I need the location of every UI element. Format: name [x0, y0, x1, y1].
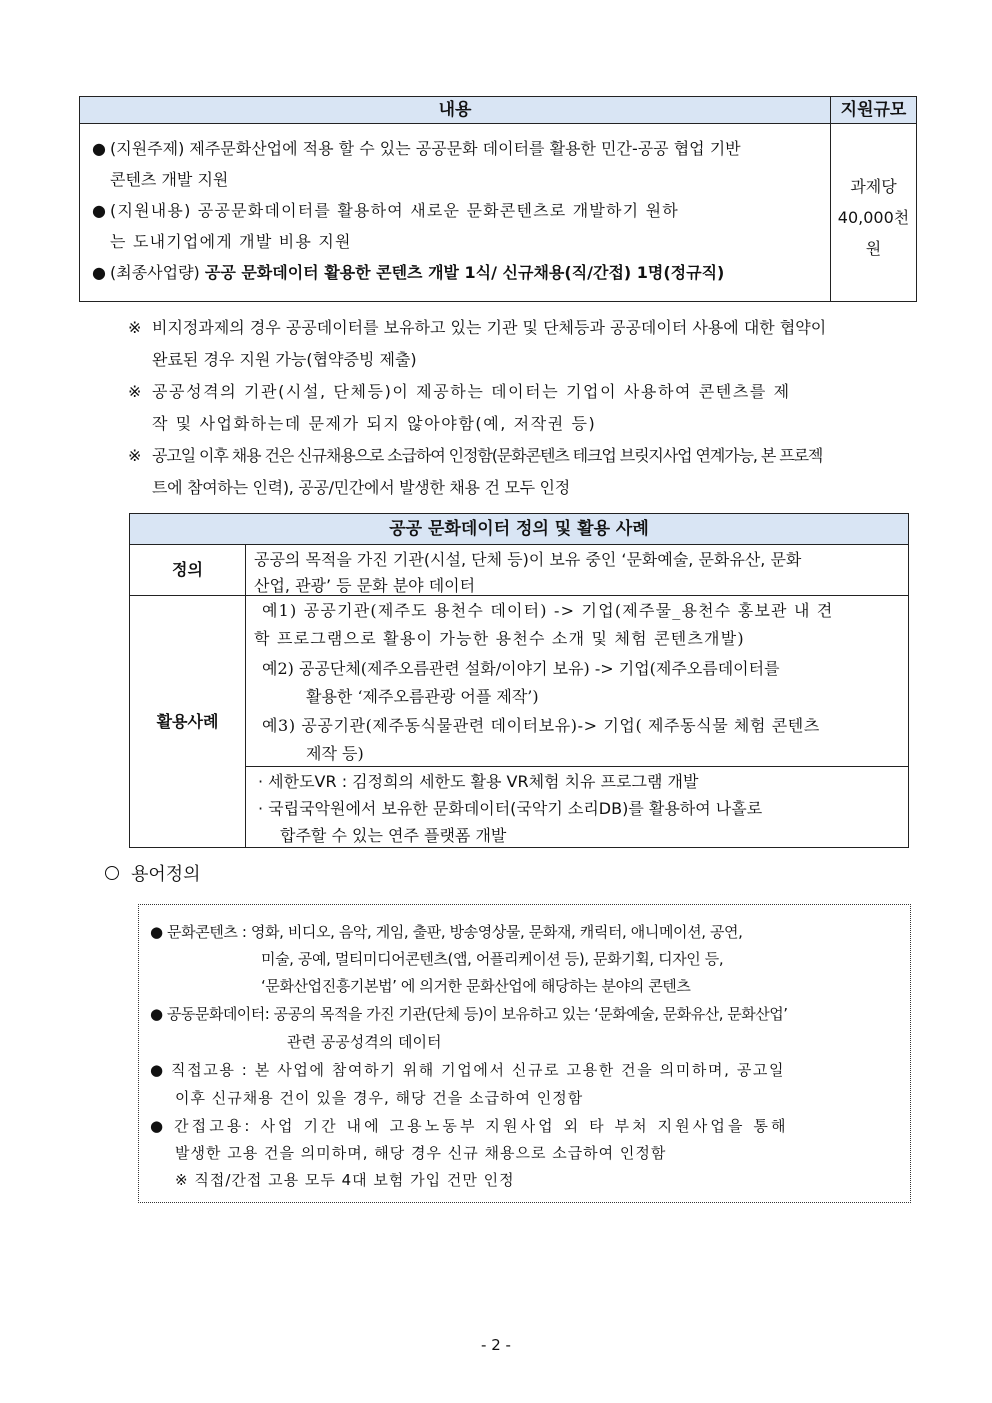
- definition-item: 미술, 공예, 멀티미디어콘텐츠(앱, 어플리케이션 등), 문화기획, 디자인 등,: [261, 950, 724, 968]
- note-line: 비지정과제의 경우 공공데이터를 보유하고 있는 기관 및 단체등과 공공데이터 사용에 대한 협약이: [152, 318, 827, 337]
- page-number: - 2 -: [481, 1336, 511, 1354]
- output-prefix: (최종사업량): [110, 263, 205, 282]
- header-scale: 지원규모: [830, 97, 916, 123]
- scale-line: 40,000천: [837, 208, 910, 227]
- definition-item: 관련 공공성격의 데이터: [287, 1033, 442, 1051]
- note-line: 트에 참여하는 인력), 공공/민간에서 발생한 채용 건 모두 인정: [152, 478, 570, 497]
- support-item-line: (지원내용) 공공문화데이터를 활용하여 새로운 문화콘텐츠로 개발하기 원하: [110, 201, 679, 220]
- definitions-box: [138, 904, 911, 1203]
- reference-mark-icon: ※: [128, 382, 142, 401]
- definition-line: 산업, 관광’ 등 문화 분야 데이터: [254, 576, 476, 595]
- note-line: 작 및 사업화하는데 문제가 되지 않아야함(예, 저작권 등): [152, 414, 597, 433]
- support-item-line: 콘텐츠 개발 지원: [110, 170, 229, 189]
- note-copyright: [128, 376, 912, 440]
- use-cases-label: 활용사례: [130, 596, 246, 848]
- definition-item: ● 공동문화데이터: 공공의 목적을 가진 기관(단체 등)이 보유하고 있는 ‘문화예술, 문화유산, 문화산업’: [150, 1005, 788, 1023]
- culture-data-table: [129, 513, 909, 848]
- example-line: 예1) 공공기관(제주도 용천수 데이터) -> 기업(제주물_용천수 홍보관 내 견: [262, 601, 834, 620]
- support-item-line: (지원주제) 제주문화산업에 적용 할 수 있는 공공문화 데이터를 활용한 민간-공공 협업 기반: [110, 139, 741, 158]
- definition-item: 이후 신규채용 건이 있을 경우, 해당 건을 소급하여 인정함: [175, 1089, 584, 1107]
- reference-mark-icon: ※: [128, 318, 142, 337]
- note-line: 공공성격의 기관(시설, 단체등)이 제공하는 데이터는 기업이 사용하여 콘텐츠를 제: [152, 382, 791, 401]
- bullet-icon: ●: [92, 139, 106, 158]
- bullet-icon: ●: [92, 263, 106, 282]
- example-line: 학 프로그램으로 활용이 가능한 용천수 소개 및 체험 콘텐츠개발): [254, 629, 745, 648]
- section-heading: [105, 860, 201, 886]
- definition-label: 정의: [130, 545, 246, 595]
- definition-item: ● 직접고용 : 본 사업에 참여하기 위해 기업에서 신규로 고용한 건을 의미하며, 공고일: [150, 1061, 786, 1079]
- example-line: 활용한 ‘제주오름관광 어플 제작’): [306, 687, 539, 706]
- note-line: 공고일 이후 채용 건은 신규채용으로 소급하여 인정함(문화콘텐츠 테크업 브릿지사업 연계가능, 본 프로젝: [152, 446, 823, 465]
- support-item-line: [92, 257, 820, 288]
- definition-cell: [246, 545, 908, 595]
- support-item-output: [92, 257, 820, 288]
- support-item-details: [92, 195, 820, 257]
- note-agreement: [128, 312, 912, 376]
- support-table-header: [80, 97, 916, 124]
- case-line: · 국립국악원에서 보유한 문화데이터(국악기 소리DB)를 활용하여 나홀로: [258, 799, 763, 818]
- definition-item: 발생한 고용 건을 의미하며, 해당 경우 신규 채용으로 소급하여 인정함: [175, 1144, 667, 1162]
- examples-cell: [246, 596, 908, 766]
- support-scale-cell: [830, 123, 916, 301]
- example-line: 제작 등): [306, 744, 364, 763]
- definition-item: ● 간접고용: 사업 기간 내에 고용노동부 지원사업 외 타 부처 지원사업을 통해: [150, 1117, 789, 1135]
- reference-mark-icon: ※: [128, 446, 142, 465]
- example-line: 예3) 공공기관(제주동식물관련 데이터보유)-> 기업( 제주동식물 체험 콘텐츠: [262, 716, 820, 735]
- cases-cell: [246, 767, 908, 848]
- bullet-icon: ●: [92, 201, 106, 220]
- note-hiring: [128, 440, 912, 504]
- culture-data-title: 공공 문화데이터 정의 및 활용 사례: [130, 514, 908, 545]
- output-bold: 공공 문화데이터 활용한 콘텐츠 개발 1식/ 신규채용(직/간접) 1명(정규직): [204, 263, 725, 282]
- definition-item: ※ 직접/간접 고용 모두 4대 보험 가입 건만 인정: [175, 1171, 515, 1189]
- scale-line: 과제당: [850, 177, 897, 196]
- support-table: [79, 96, 917, 302]
- section-title: 용어정의: [131, 864, 201, 885]
- support-content-cell: [80, 123, 830, 301]
- definition-item: ● 문화콘텐츠 : 영화, 비디오, 음악, 게임, 출판, 방송영상물, 문화재, 캐릭터, 애니메이션, 공연,: [150, 923, 743, 941]
- scale-line: 원: [865, 239, 882, 258]
- definition-item: ‘문화산업진흥기본법’ 에 의거한 문화산업에 해당하는 분야의 콘텐츠: [261, 977, 691, 995]
- header-content: 내용: [438, 100, 472, 120]
- definition-line: 공공의 목적을 가진 기관(시설, 단체 등)이 보유 중인 ‘문화예술, 문화유산, 문화: [254, 550, 802, 569]
- case-line: 합주할 수 있는 연주 플랫폼 개발: [280, 826, 507, 845]
- note-line: 완료된 경우 지원 가능(협약증빙 제출): [152, 350, 417, 369]
- circle-bullet-icon: [105, 866, 119, 880]
- example-line: 예2) 공공단체(제주오름관련 설화/이야기 보유) -> 기업(제주오름데이터를: [262, 659, 780, 678]
- case-line: · 세한도VR : 김정희의 세한도 활용 VR체험 치유 프로그램 개발: [258, 772, 699, 791]
- support-item-line: 는 도내기업에게 개발 비용 지원: [110, 232, 352, 251]
- support-item-topic: [92, 133, 820, 195]
